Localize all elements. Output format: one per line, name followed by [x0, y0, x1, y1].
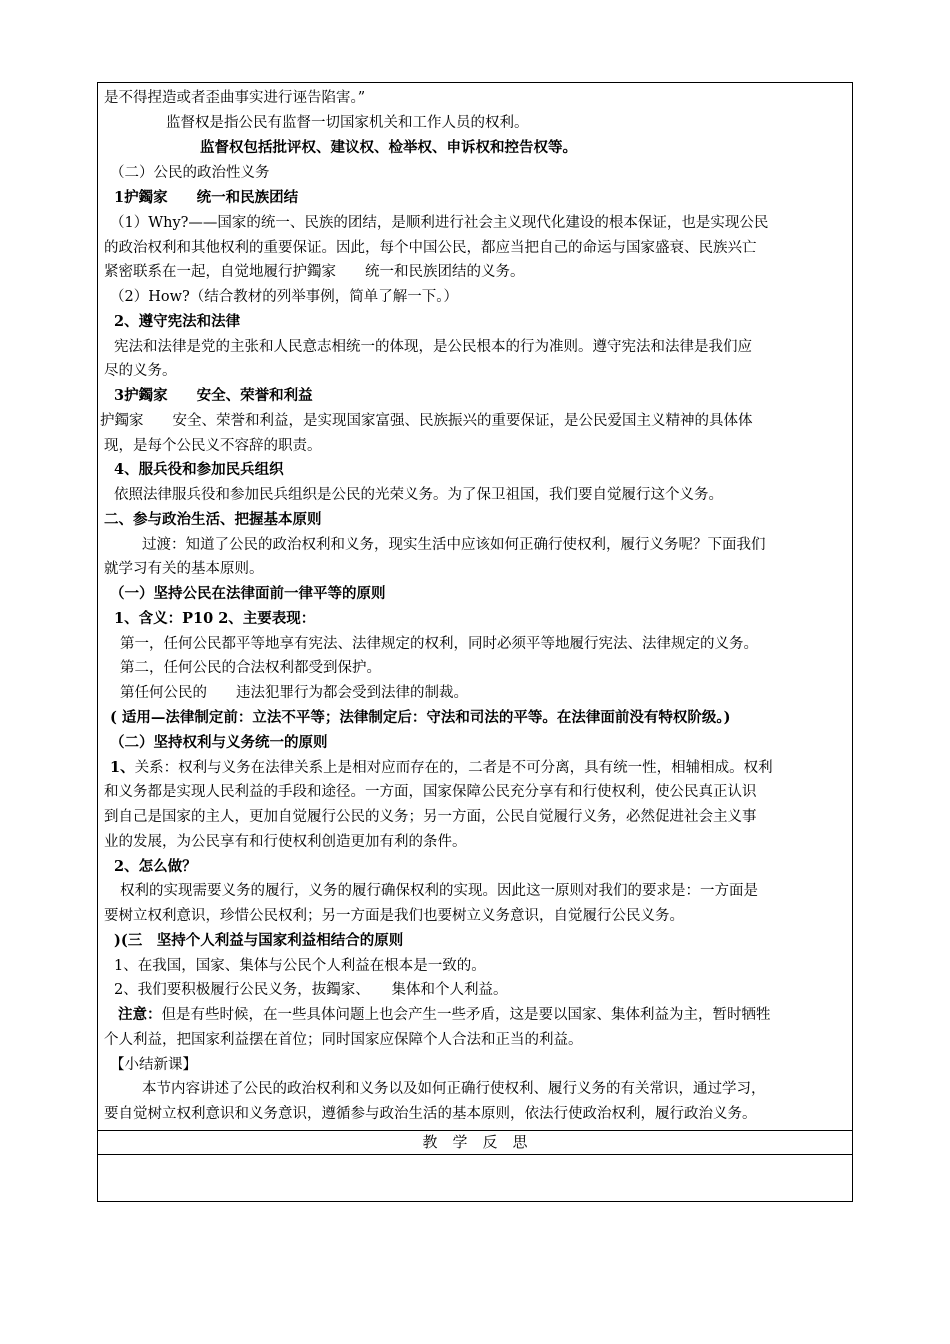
- text-line: [110, 759, 773, 777]
- note-line: ( 适用—法律制定前：立法不平等；法律制定后：守法和司法的平等。在法律面前没有特权阶级。): [110, 709, 731, 726]
- text-line: 是不得捏造或者歪曲事实进行诬告陷害。”: [104, 90, 366, 106]
- text-line: 现，是每个公民义不容辞的职责。: [104, 438, 322, 454]
- reflection-header-row: [98, 1131, 852, 1155]
- relation-text: 关系：权利与义务在法律关系上是相对应而存在的，二者是不可分离，具有统一性，相辅相成。权利: [134, 760, 773, 776]
- section-heading: （一）坚持公民在法律面前一律平等的原则: [110, 585, 386, 602]
- section-heading: 二、参与政治生活、把握基本原则: [104, 511, 322, 528]
- text-line: 第一，任何公民都平等地享有宪法、法律规定的权利，同时必须平等地履行宪法、法律规定的义务。: [120, 636, 758, 652]
- section-heading: )(三 坚持个人利益与国家利益相结合的原则: [114, 932, 404, 949]
- reflection-title: 教 学 反 思: [422, 1133, 528, 1151]
- subsection-heading: 2、遵守宪法和法律: [114, 313, 241, 330]
- text-line: 个人利益，把国家利益摆在首位；同时国家应保障个人合法和正当的利益。: [104, 1032, 583, 1048]
- text-line: 过渡：知道了公民的政治权利和义务，现实生活中应该如何正确行使权利，履行义务呢？下面我们: [142, 537, 766, 553]
- text-line: 业的发展，为公民享有和行使权利创造更加有利的条件。: [104, 834, 467, 850]
- subsection-heading: 3护鐲家 安全、荣誉和利益: [114, 387, 313, 404]
- text-line: 的政治权利和其他权利的重要保证。因此，每个中国公民，都应当把自己的命运与国家盛衰、民族兴亡: [104, 240, 757, 256]
- text-line: （2）How?（结合教材的列举事例，简单了解一下。）: [110, 289, 459, 305]
- text-line: 和义务都是实现人民利益的手段和途径。一方面，国家保障公民充分享有和行使权利，使公民真正认识: [104, 784, 757, 800]
- text-line: 第任何公民的 违法犯罪行为都会受到法律的制裁。: [120, 685, 468, 701]
- note-text: 但是有些时候，在一些具体问题上也会产生一些矛盾，这是要以国家、集体利益为主，暂时牺牲: [161, 1007, 771, 1023]
- text-line: 依照法律服兵役和参加民兵组织是公民的光荣义务。为了保卫祖国，我们要自觉履行这个义务。: [114, 487, 723, 503]
- text-line: 要树立权利意识，珍惜公民权利；另一方面是我们也要树立义务意识，自觉履行公民义务。: [104, 908, 684, 924]
- text-line: 要自觉树立权利意识和义务意识，遵循参与政治生活的基本原则，依法行使政治权利，履行政治义务。: [104, 1106, 757, 1122]
- text-line: （1）Why?——国家的统一、民族的团结，是顺利进行社会主义现代化建设的根本保证，也是实现公民: [110, 215, 769, 231]
- subsection-heading: 1护鐲家 统一和民族团结: [114, 189, 299, 206]
- note-label: 注意：: [118, 1006, 162, 1023]
- lesson-content: [98, 83, 852, 1131]
- text-line: 2、我们要积极履行公民义务，抜鐲家、 集体和个人利益。: [114, 982, 508, 998]
- text-line: 监督权是指公民有监督一切国家机关和工作人员的权利。: [166, 115, 529, 131]
- summary-heading: 【小结新课】: [110, 1057, 197, 1073]
- lesson-plan-table: [97, 82, 853, 1202]
- subsection-heading: 4、服兵役和参加民兵组织: [114, 461, 284, 478]
- text-line: 到自己是国家的主人，更加自觉履行公民的义务；另一方面，公民自觉履行义务，必然促进社会主义事: [104, 809, 757, 825]
- text-line: 宪法和法律是党的主张和人民意志相统一的体现，是公民根本的行为准则。遵守宪法和法律是我们应: [114, 339, 752, 355]
- relation-label: 1、: [110, 759, 135, 776]
- bold-statement: 监督权包括批评权、建议权、检举权、申诉权和控告权等。: [200, 139, 577, 156]
- text-line: 权利的实现需要义务的履行，义务的履行确保权利的实现。因此这一原则对我们的要求是：一方面是: [120, 883, 758, 899]
- text-line: 护鐲家 安全、荣誉和利益，是实现国家富强、民族振兴的重要保证，是公民爱国主义精神的具体体: [100, 413, 753, 429]
- text-line: 尽的义务。: [104, 363, 177, 379]
- text-line: [118, 1006, 771, 1024]
- section-heading: （二）公民的政治性义务: [110, 165, 270, 181]
- text-line: 1、在我国，国家、集体与公民个人利益在根本是一致的。: [114, 958, 486, 974]
- text-line: 紧密联系在一起，自觉地履行护鐲家 统一和民族团结的义务。: [104, 264, 525, 280]
- text-line: 本节内容讲述了公民的政治权利和义务以及如何正确行使权利、履行义务的有关常识，通过学习，: [142, 1081, 766, 1097]
- subsection-heading: 2、怎么做？: [114, 858, 197, 875]
- section-heading: （二）坚持权利与义务统一的原则: [110, 734, 328, 751]
- subsection-heading: 1、含义：P10 2、主要表现：: [114, 610, 316, 627]
- text-line: 就学习有关的基本原则。: [104, 561, 264, 577]
- text-line: 第二，任何公民的合法权利都受到保护。: [120, 660, 381, 676]
